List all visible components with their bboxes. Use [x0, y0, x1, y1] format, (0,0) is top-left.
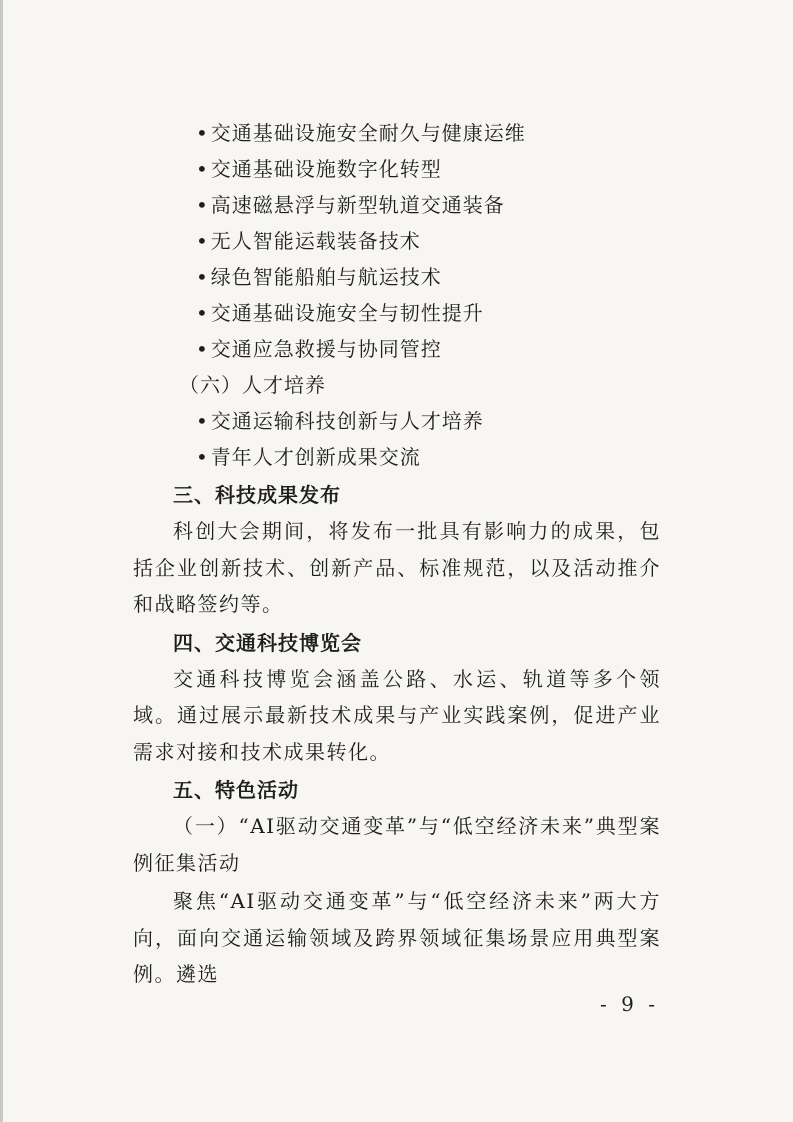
section-body-expo: 交通科技博览会涵盖公路、水运、轨道等多个领域。通过展示最新技术成果与产业实践案例，促进产业需求对接和技术成果转化。 [133, 666, 661, 764]
bullet-item: • 无人智能运载装备技术 [196, 229, 421, 253]
talent-subheading: （六）人才培养 [179, 373, 326, 397]
bullet-item: • 交通应急救援与协同管控 [196, 337, 442, 361]
bullet-item: • 青年人才创新成果交流 [196, 445, 421, 469]
bullet-item: • 交通基础设施安全耐久与健康运维 [196, 121, 526, 145]
section-heading-expo: 四、交通科技博览会 [173, 630, 362, 655]
page-content [133, 115, 661, 995]
bullet-item: • 高速磁悬浮与新型轨道交通装备 [196, 193, 505, 217]
section-heading-activities: 五、特色活动 [173, 778, 299, 802]
page-number: - 9 - [600, 992, 659, 1016]
section-heading-results-release: 三、科技成果发布 [173, 483, 341, 507]
bullet-item: • 交通运输科技创新与人才培养 [196, 409, 484, 433]
bullet-item: • 交通基础设施安全与韧性提升 [196, 301, 484, 325]
section-body-case-collection: 聚焦“AI驱动交通变革”与“低空经济未来”两大方向，面向交通运输领域及跨界领域征集场景应用典型案例。遴选 [133, 889, 661, 986]
bullet-item: • 绿色智能船舶与航运技术 [196, 265, 442, 289]
bullet-item: • 交通基础设施数字化转型 [196, 157, 442, 181]
section-body-results-release: 科创大会期间，将发布一批具有影响力的成果，包括企业创新技术、创新产品、标准规范，以及活动推介和战略签约等。 [133, 519, 661, 616]
scan-edge [0, 0, 3, 1122]
section-subheading-case-collection: （一）“AI驱动交通变革”与“低空经济未来”典型案例征集活动 [133, 814, 661, 875]
